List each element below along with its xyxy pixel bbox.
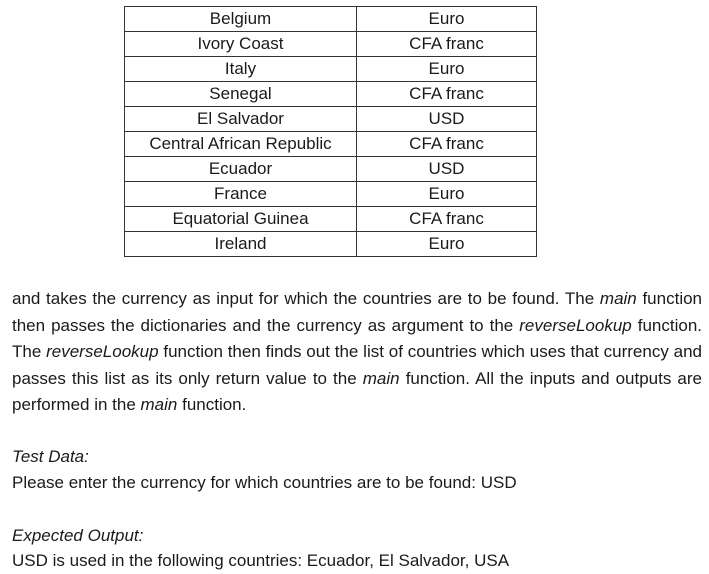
country-currency-table [124,6,537,257]
table-row [125,207,537,232]
table-row [125,157,537,182]
table-row [125,182,537,207]
expected-output-heading: Expected Output: [12,526,144,545]
table-row [125,107,537,132]
paragraph-text: and takes the currency as input for which the countries are to be found. The [12,289,600,308]
country-cell: Belgium [125,7,357,32]
currency-cell: CFA franc [357,32,537,57]
table-row [125,82,537,107]
country-cell: France [125,182,357,207]
currency-cell: USD [357,107,537,132]
paragraph-text: function then passes the dictionaries and the currency as argument to the [12,289,703,335]
country-cell: Equatorial Guinea [125,207,357,232]
description-paragraph [12,286,702,419]
table-row [125,57,537,82]
currency-cell: CFA franc [357,132,537,157]
paragraph-text: function. [177,395,247,414]
country-cell: Ivory Coast [125,32,357,57]
currency-cell: Euro [357,182,537,207]
expected-output-text: USD is used in the following countries: Ecuador, El Salvador, USA [12,551,510,570]
paragraph-text: function. The [12,315,702,361]
reverse-lookup-term: reverseLookup [46,342,159,361]
main-function-term: main [140,395,178,414]
currency-cell: Euro [357,7,537,32]
paragraph-text: function then finds out the list of countries which uses that currency and passes this list as its only return value to the [12,342,702,388]
currency-cell: CFA franc [357,207,537,232]
reverse-lookup-term: reverseLookup [519,315,632,335]
table-row [125,7,537,32]
table-row [125,232,537,257]
table-row [125,32,537,57]
country-cell: Ireland [125,232,357,257]
country-cell: El Salvador [125,107,357,132]
currency-cell: Euro [357,57,537,82]
country-cell: Italy [125,57,357,82]
country-cell: Senegal [125,82,357,107]
country-cell: Ecuador [125,157,357,182]
main-function-term: main [599,289,637,308]
currency-cell: USD [357,157,537,182]
test-data-prompt: Please enter the currency for which countries are to be found: USD [12,473,517,492]
paragraph-text: function. All the inputs and outputs are performed in the [12,368,703,414]
country-cell: Central African Republic [125,132,357,157]
main-function-term: main [362,368,400,388]
table-row [125,132,537,157]
currency-cell: Euro [357,232,537,257]
currency-cell: CFA franc [357,82,537,107]
test-data-heading: Test Data: [12,447,89,466]
